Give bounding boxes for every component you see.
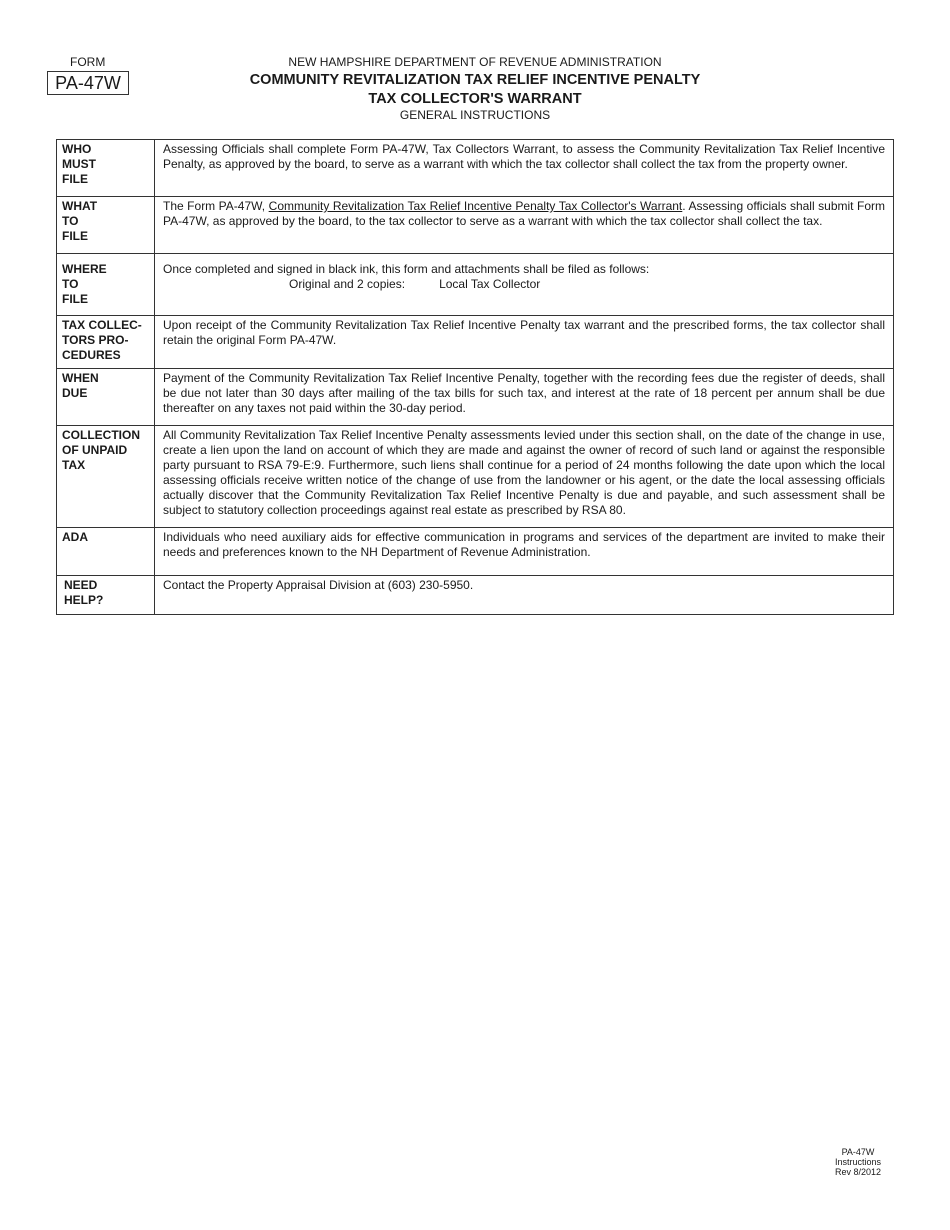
department-name: NEW HAMPSHIRE DEPARTMENT OF REVENUE ADMINISTRATION (288, 55, 662, 69)
content-where-to-file (155, 254, 894, 316)
filing-copies: Original and 2 copies: (289, 277, 406, 291)
content-ada: Individuals who need auxiliary aids for effective communication in programs and services of the department are invited to make their needs and preferences known to the NH Department of Revenue Administration. (155, 528, 894, 576)
form-number: PA-47W (47, 71, 129, 95)
label-ada: ADA (57, 528, 155, 576)
filing-recipient: Local Tax Collector (439, 277, 541, 291)
label-who-must-file: WHO MUST FILE (57, 140, 155, 197)
footer-doc-type: Instructions (834, 1157, 882, 1167)
label-collection-of-unpaid-tax: COLLECTION OF UNPAID TAX (57, 426, 155, 528)
content-when-due: Payment of the Community Revitalization Tax Relief Incentive Penalty, together with the recording fees due the register of deeds, shall be due not later than 30 days after mailing of the tax bills for such tax, and interest at the rate of 18 percent per annum shall be due thereafter on any taxes not paid within the 30-day period. (155, 369, 894, 426)
row-where-to-file (57, 254, 894, 316)
what-to-file-text-start: The Form PA-47W, (163, 199, 269, 213)
content-who-must-file: Assessing Officials shall complete Form PA-47W, Tax Collectors Warrant, to assess the Community Revitalization Tax Relief Incentive Penalty, as approved by the board, to serve as a warrant with which the tax collector shall collect the tax from the property owner. (155, 140, 894, 197)
footer-form-number: PA-47W (841, 1147, 875, 1157)
label-when-due: WHEN DUE (57, 369, 155, 426)
label-tax-collectors-procedures: TAX COLLEC- TORS PRO- CEDURES (57, 316, 155, 369)
content-need-help: Contact the Property Appraisal Division at (603) 230-5950. (155, 576, 894, 615)
label-need-help: NEED HELP? (57, 576, 155, 615)
content-tax-collectors-procedures: Upon receipt of the Community Revitalization Tax Relief Incentive Penalty tax warrant and the prescribed forms, the tax collector shall retain the original Form PA-47W. (155, 316, 894, 369)
label-where-to-file: WHERE TO FILE (57, 254, 155, 316)
row-ada (57, 528, 894, 576)
page-title: COMMUNITY REVITALIZATION TAX RELIEF INCENTIVE PENALTY (249, 72, 701, 88)
row-who-must-file (57, 140, 894, 197)
content-collection-of-unpaid-tax: All Community Revitalization Tax Relief Incentive Penalty assessments levied under this section shall, on the date of the change in use, create a lien upon the land on account of which they are made and against the owner of record of such land or against the responsible party pursuant to RSA 79-E:9. Furthermore, such liens shall continue for a period of 24 months following the date upon which the local assessing officials receive written notice of the change of use from the landowner or his agent, or the date the local assessing officials actually discover that the Community Revitalization Tax Relief Incentive Penalty is due and payable, and such assessment shall be subject to statutory collection proceedings against real estate as prescribed by RSA 80. (155, 426, 894, 528)
page-subtitle: GENERAL INSTRUCTIONS (399, 108, 551, 122)
row-tax-collectors-procedures (57, 316, 894, 369)
row-need-help (57, 576, 894, 615)
footer-revision-date: Rev 8/2012 (834, 1167, 882, 1177)
row-what-to-file (57, 197, 894, 254)
where-to-file-text: Once completed and signed in black ink, this form and attachments shall be filed as follows: (163, 262, 650, 276)
form-title-reference: Community Revitalization Tax Relief Incentive Penalty Tax Collector's Warrant (268, 199, 683, 213)
label-what-to-file: WHAT TO FILE (57, 197, 155, 254)
page-title-line-2: TAX COLLECTOR'S WARRANT (368, 91, 582, 107)
instructions-table (56, 139, 894, 615)
filing-copies-line (163, 277, 885, 292)
footer-revision (820, 1147, 896, 1177)
content-what-to-file (155, 197, 894, 254)
form-label: FORM (70, 55, 106, 69)
what-to-file-text-end: . Assessing officials shall submit Form PA-47W, as approved by the board, to the tax collector to serve as a warrant with which the tax collector shall collect the tax. (163, 199, 885, 228)
row-when-due (57, 369, 894, 426)
row-collection-of-unpaid-tax (57, 426, 894, 528)
